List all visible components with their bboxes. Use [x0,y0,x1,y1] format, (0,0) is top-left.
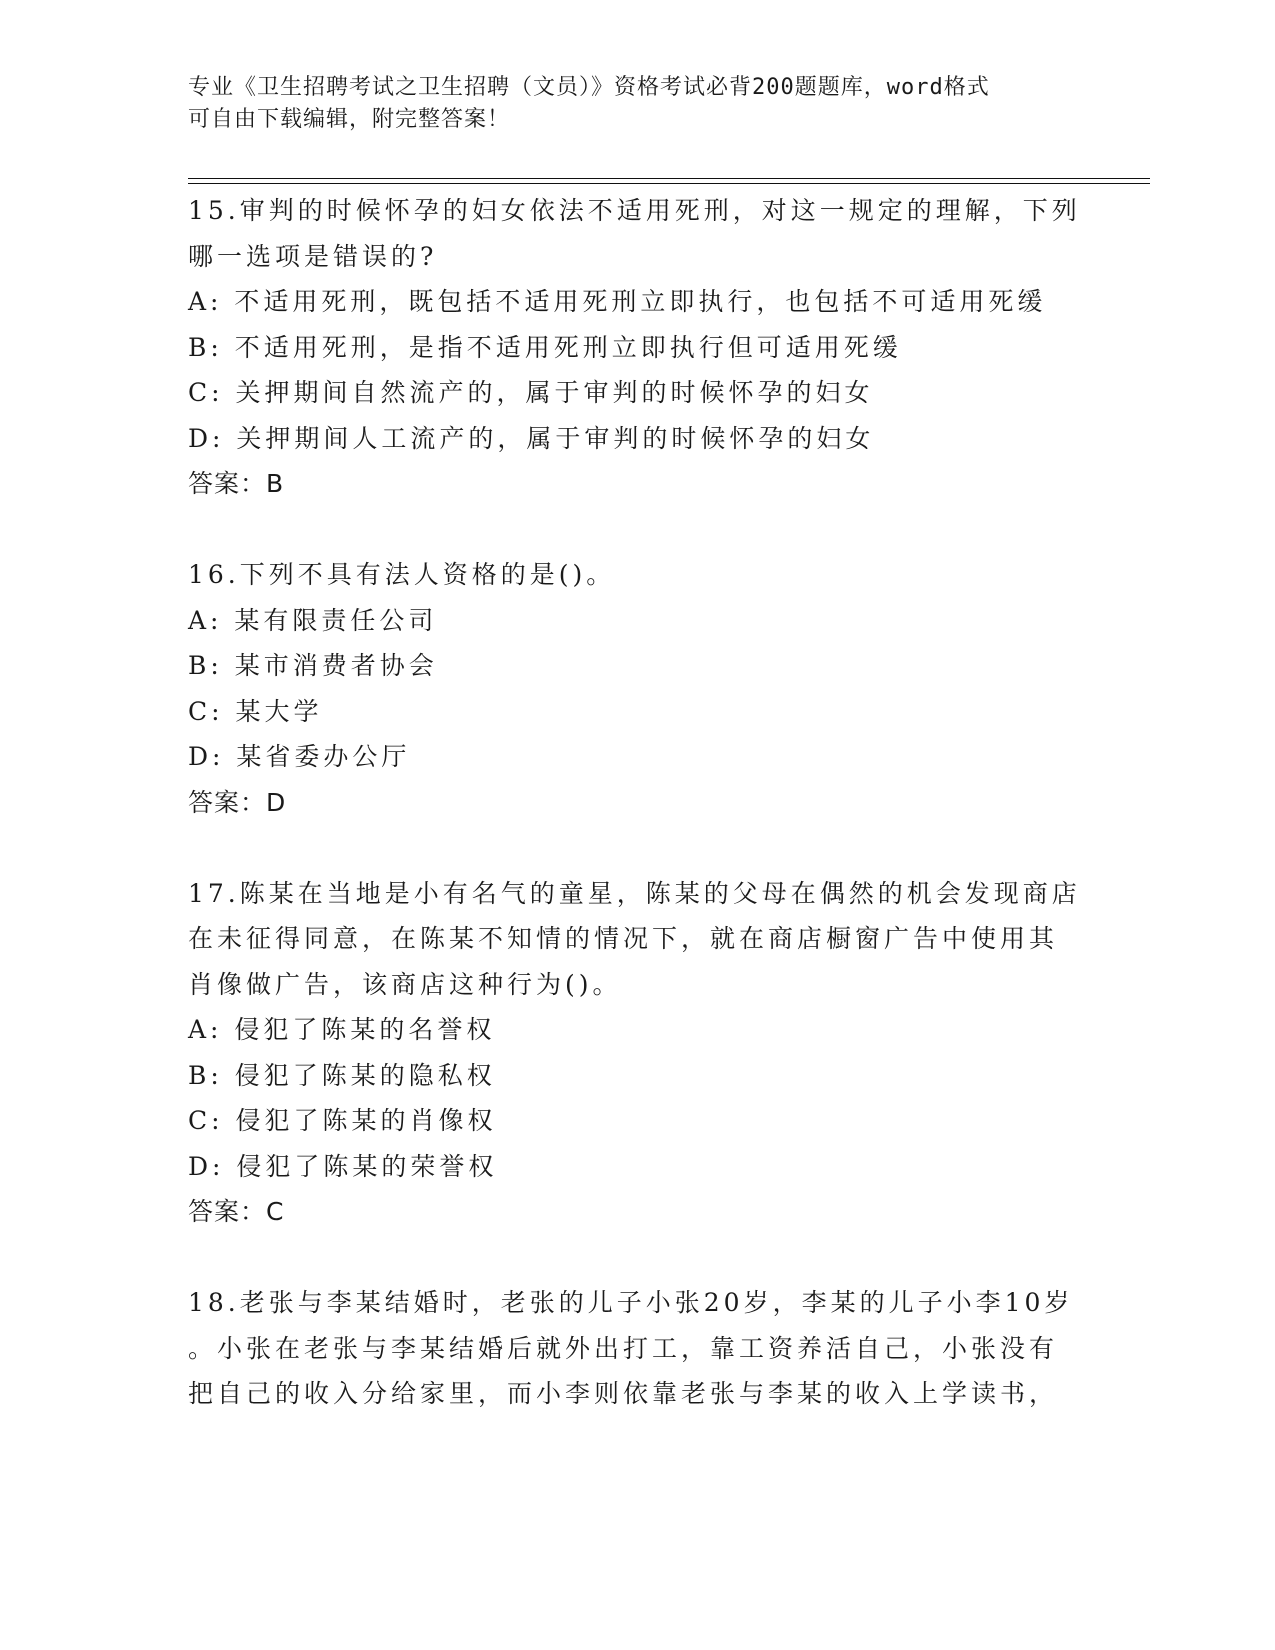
option-a: A: 侵犯了陈某的名誉权 [188,1015,496,1044]
spacer [188,1235,1088,1281]
question-stem-line: 在未征得同意，在陈某不知情的情况下，就在商店橱窗广告中使用其 [188,924,1059,953]
header-divider-bottom [188,183,1150,184]
document-header [188,72,1088,136]
answer-line: 答案：B [188,469,285,498]
answer-line: 答案：D [188,787,287,817]
question-stem-line: 肖像做广告，该商店这种行为()。 [188,969,622,999]
option-b: B: 侵犯了陈某的隐私权 [188,1060,496,1090]
question-16 [188,552,1088,825]
answer-line: 答案：C [188,1197,285,1226]
question-stem-line: 哪一选项是错误的? [188,241,438,271]
option-d: D: 侵犯了陈某的荣誉权 [188,1151,498,1181]
option-c: C: 某大学 [188,696,323,726]
option-b: B: 某市消费者协会 [188,651,438,680]
spacer [188,507,1088,553]
question-18 [188,1280,1088,1417]
question-stem-line: 15.审判的时候怀孕的妇女依法不适用死刑，对这一规定的理解，下列 [188,196,1081,225]
option-a: A: 不适用死刑，既包括不适用死刑立即执行，也包括不可适用死缓 [188,287,1047,316]
spacer [188,825,1088,871]
option-a: A: 某有限责任公司 [188,605,438,635]
question-list [188,188,1088,1417]
question-stem-line: 17.陈某在当地是小有名气的童星，陈某的父母在偶然的机会发现商店 [188,878,1081,908]
option-c: C: 侵犯了陈某的肖像权 [188,1106,497,1135]
question-stem-line: 16.下列不具有法人资格的是()。 [188,560,616,589]
option-d: D: 某省委办公厅 [188,742,411,771]
option-c: C: 关押期间自然流产的，属于审判的时候怀孕的妇女 [188,378,874,407]
header-title-line-1: 专业《卫生招聘考试之卫生招聘（文员）》资格考试必背200题题库，word格式 [188,75,990,100]
question-stem-line: 把自己的收入分给家里，而小李则依靠老张与李某的收入上学读书， [188,1379,1059,1408]
question-15 [188,188,1088,507]
header-divider-top [188,178,1150,179]
question-stem-line: 18.老张与李某结婚时，老张的儿子小张20岁，李某的儿子小李10岁 [188,1288,1074,1317]
option-d: D: 关押期间人工流产的，属于审判的时候怀孕的妇女 [188,423,875,453]
header-title-line-2: 可自由下载编辑，附完整答案！ [188,107,511,132]
question-stem-line: 。小张在老张与李某结婚后就外出打工，靠工资养活自己，小张没有 [188,1333,1059,1363]
option-b: B: 不适用死刑，是指不适用死刑立即执行但可适用死缓 [188,332,902,362]
question-17 [188,871,1088,1235]
